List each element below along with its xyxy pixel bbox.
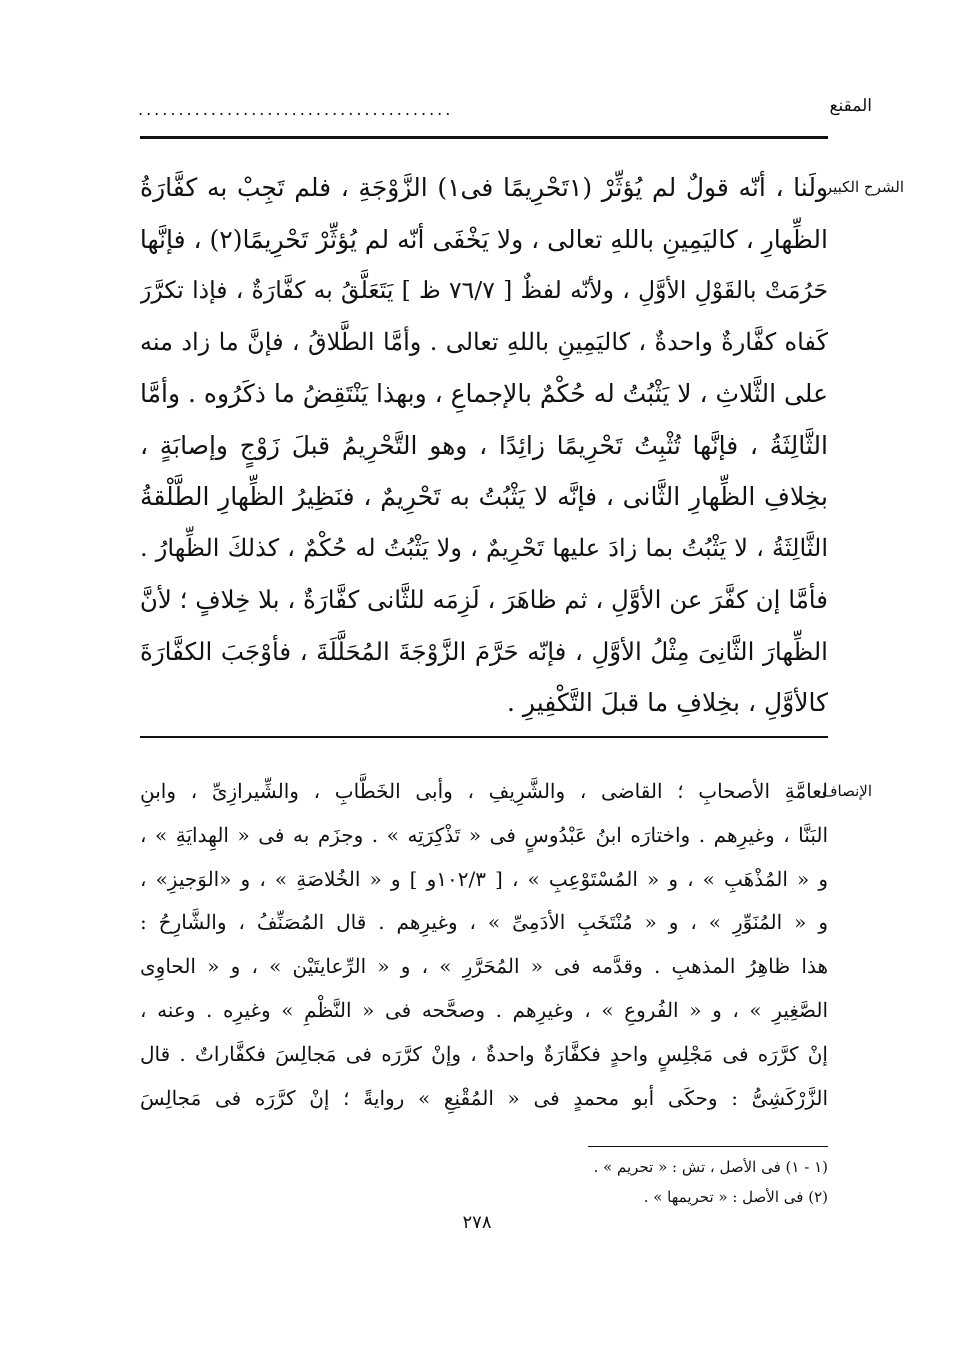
- section-divider: [140, 736, 828, 738]
- sharh-text-line: حَرُمَتْ بالقَوْلِ الأوَّلِ ، ولأنّه لفظٌ [ ٧٦/٧ ظ ] يَتَعَلَّقُ به كفَّارَةٌ ، فإذا تكرَّرَ: [140, 276, 828, 304]
- running-header-title: المقنع: [829, 96, 872, 116]
- insaf-text-line: إنْ كرَّرَه فى مَجْلِسٍ واحدٍ فكفَّارَةٌ واحدةٌ ، وإنْ كرَّرَه فى مَجالِسَ فكفَّاراتٌ . قال: [140, 1041, 828, 1066]
- insaf-text-block: [140, 770, 828, 1120]
- header-dot-leader: .......................................: [138, 100, 454, 119]
- insaf-text-line: الزَّرْكَشِىُّ : وحكَى أبو محمدٍ فى « المُقْنِعِ » روايةً ؛ إنْ كرَّرَه فى مَجالِسَ: [140, 1085, 828, 1110]
- footnote-line: (١ - ١) فى الأصل ، تش : « تحريم » .: [593, 1158, 828, 1176]
- footnote-rule: [588, 1146, 828, 1147]
- insaf-text-line: هذا ظاهِرُ المذهبِ . وقدَّمه فى « المُحَرَّرِ » ، و « الرِّعايتَيْن » ، و « الحاوِى: [140, 954, 828, 979]
- sharh-text-line: بخِلافِ الظِّهارِ الثَّانى ، فإنَّه لا يَثْبُتُ به تَحْرِيمٌ ، فنَظِيرُ الظِّهارِ الطَّلْقةُ: [140, 482, 828, 511]
- insaf-text-line: الصَّغِيرِ » ، و « الفُروعِ » ، وغيرِهم . وصحَّحه فى « النَّظْمِ » وغيرِه . وعنه ،: [140, 997, 828, 1022]
- sharh-text-line: الظِّهارِ ، كاليَمِينِ باللهِ تعالى ، ولا يَخْفَى أنّه لم يُؤثِّرْ تَحْرِيمًا(٢) ، فإنَّها: [140, 224, 828, 254]
- insaf-text-line: و « المُنَوِّرِ » ، و « مُنْتَخَبِ الأدَمِىِّ » ، وغيرِهم . قال المُصَنِّفُ ، والشَّارِحُ :: [140, 910, 828, 935]
- sharh-text-line: الثَّالِثَةُ ، فإنَّها تُثْبِتُ تَحْرِيمًا زائِدًا ، وهو التَّحْرِيمُ قبلَ زَوْجٍ وإصابَةٍ ،: [140, 430, 828, 460]
- sharh-text-block: [140, 162, 828, 729]
- sharh-text-line: الظِّهارَ الثَّانِىَ مِثْلُ الأوَّلِ ، فإنّه حَرَّمَ الزَّوْجَةَ المُحَلَّلَةَ ، فأوْجَبَ الكفَّارَةَ: [140, 636, 828, 666]
- insaf-section-label: الإنصاف: [821, 782, 872, 800]
- sharh-text-line: الثَّالِثَةُ ، لا يَثْبُتُ بما زادَ عليها تَحْرِيمٌ ، ولا يَثْبُتُ له حُكْمٌ ، كذلكَ الظِّهارُ .: [140, 533, 828, 562]
- sharh-text-line: على الثَّلاثِ ، لا يَثْبُتُ له حُكْمٌ بالإجماعِ ، وبهذا يَنْتَقِضُ ما ذكَرُوه . وأمَّا: [140, 379, 828, 408]
- sharh-section-label: الشرح الكبير: [824, 178, 904, 196]
- sharh-text-line: كالأوَّلِ ، بخِلافِ ما قبلَ التَّكْفِيرِ .: [507, 688, 828, 717]
- footnote-line: (٢) فى الأصل : « تحريمها » .: [643, 1188, 828, 1206]
- sharh-text-line: فأمَّا إن كفَّرَ عن الأوَّلِ ، ثم ظاهَرَ ، لَزِمَه للثَّانى كفَّارَةٌ ، بلا خِلافٍ ؛ لأنَّ: [140, 585, 828, 614]
- header-rule: [140, 136, 828, 139]
- page-number: ٢٧٨: [462, 1212, 492, 1233]
- sharh-text-line: كَفاه كفَّارةٌ واحدةٌ ، كاليَمِينِ باللهِ تعالى . وأمَّا الطَّلاقُ ، فإنَّ ما زاد منه: [140, 327, 828, 356]
- insaf-text-line: و « المُذْهَبِ » ، و « المُسْتَوْعِبِ » ، [ ١٠٢/٣و ] و « الخُلاصَةِ » ، و «الوَجيزِ» ،: [140, 866, 828, 891]
- sharh-text-line: ولَنا ، أنّه قولٌ لم يُؤثِّرْ (١تَحْرِيمًا فى١) الزَّوْجَةِ ، فلم تَجِبْ به كفَّارَةُ: [140, 173, 828, 202]
- footnotes: [140, 1152, 828, 1212]
- insaf-text-line: البَنَّا ، وغيرِهم . واختارَه ابنُ عَبْدُوسٍ فى « تَذْكِرَتِه » . وجزَم به فى « الهِدايَةِ » ،: [140, 822, 828, 847]
- insaf-text-line: لعامَّةِ الأصحابِ ؛ القاضى ، والشَّرِيفِ ، وأبى الخَطَّابِ ، والشِّيرازِىِّ ، وابنِ: [140, 779, 828, 803]
